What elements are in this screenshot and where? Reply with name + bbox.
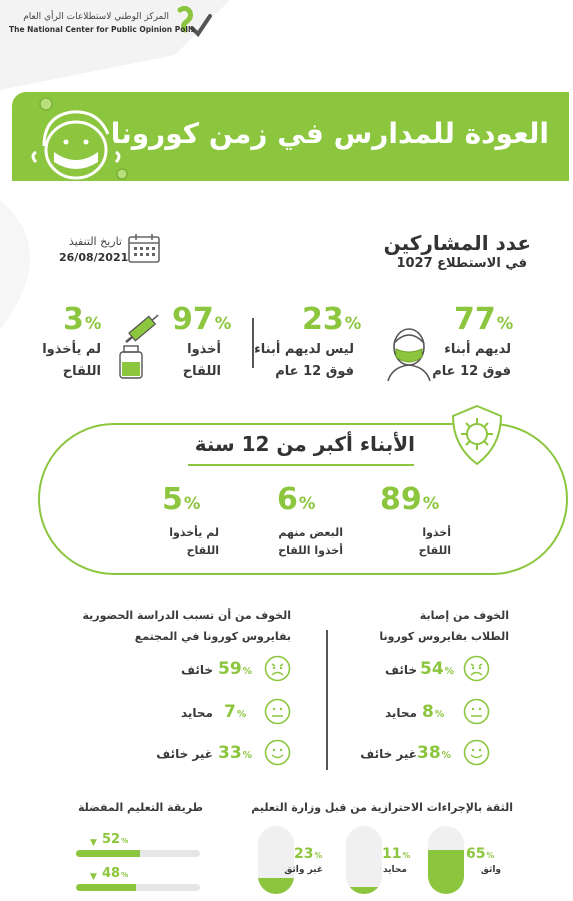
stat-vaccinated-line1: أخذوا bbox=[187, 342, 221, 357]
children-vaccinated-line1: أخذوا bbox=[422, 526, 451, 539]
trust-confident-value: 65% bbox=[466, 846, 495, 862]
neutral-face-icon bbox=[463, 698, 490, 725]
children-not-vaccinated-line2: اللقاح bbox=[186, 544, 219, 557]
fear-students-row3-label: غير خائف bbox=[360, 747, 417, 761]
fear-students-row1-value: 54% bbox=[420, 659, 455, 679]
children-box-underline bbox=[188, 464, 414, 466]
neutral-face-icon bbox=[264, 698, 291, 725]
trust-bar-not-confident bbox=[258, 826, 294, 894]
learning-bar-2 bbox=[76, 884, 200, 891]
stat-vaccinated-line2: اللقاح bbox=[182, 364, 221, 379]
children-some-vaccinated-line1: البعض منهم bbox=[278, 526, 343, 539]
stats-divider bbox=[252, 318, 254, 368]
fear-students-row2-label: محايد bbox=[384, 706, 417, 720]
fear-community-row3-label: غير خائف bbox=[156, 747, 213, 761]
fear-community-row2-label: محايد bbox=[180, 706, 213, 720]
children-not-vaccinated-value: 5% bbox=[162, 482, 201, 517]
fear-community-row1-value: 59% bbox=[218, 659, 253, 679]
stat-not-vaccinated-line2: اللقاح bbox=[62, 364, 101, 379]
learning-bar-1 bbox=[76, 850, 200, 857]
trust-bar-neutral bbox=[346, 826, 382, 894]
worried-face-icon bbox=[264, 655, 291, 682]
masked-person-icon bbox=[384, 325, 434, 381]
trust-confident-label: واثق bbox=[480, 865, 501, 875]
trust-bar-confident bbox=[428, 826, 464, 894]
learning-marker-1: ▼ bbox=[90, 838, 97, 848]
stat-has-children-value: 77% bbox=[454, 302, 514, 337]
fear-community-title-line1: الخوف من أن تسبب الدراسة الحضورية bbox=[82, 609, 291, 622]
stat-has-children-line1: لديهم أبناء bbox=[444, 342, 511, 357]
children-some-vaccinated-value: 6% bbox=[277, 482, 316, 517]
smiling-face-icon bbox=[463, 739, 490, 766]
org-name-en: The National Center for Public Opinion Polls bbox=[9, 25, 196, 34]
calendar-icon bbox=[127, 232, 161, 264]
learning-marker-2: ▼ bbox=[90, 872, 97, 882]
date-label: تاريخ التنفيذ bbox=[68, 235, 122, 248]
stat-no-children-line2: فوق 12 عام bbox=[275, 364, 354, 379]
stat-not-vaccinated-value: 3% bbox=[63, 302, 102, 337]
stat-not-vaccinated-line1: لم يأخذوا bbox=[42, 342, 101, 357]
fear-students-row2-value: 8% bbox=[422, 702, 445, 722]
worried-face-icon bbox=[463, 655, 490, 682]
stat-has-children-line2: فوق 12 عام bbox=[432, 364, 511, 379]
fear-community-row2-value: 7% bbox=[224, 702, 247, 722]
virus-shield-icon bbox=[448, 404, 506, 466]
learning-title: طريقة التعليم المفضلة bbox=[78, 801, 203, 814]
trust-not-confident-value: 23% bbox=[294, 846, 323, 862]
trust-not-confident-label: غير واثق bbox=[284, 865, 323, 875]
org-name-ar: المركز الوطني لاستطلاعات الرأي العام bbox=[23, 12, 169, 22]
fear-community-row3-value: 33% bbox=[218, 743, 253, 763]
stat-no-children-line1: ليس لديهم أبناء bbox=[254, 342, 354, 357]
children-not-vaccinated-line1: لم يأخذوا bbox=[169, 526, 219, 539]
fear-students-title-line2: الطلاب بفايروس كورونا bbox=[379, 630, 509, 643]
fear-community-row1-label: خائف bbox=[181, 663, 213, 677]
smiling-face-icon bbox=[264, 739, 291, 766]
trust-neutral-label: محايد bbox=[382, 865, 407, 875]
fear-students-title-line1: الخوف من إصابة bbox=[419, 609, 509, 622]
date-value: 26/08/2021 bbox=[59, 251, 129, 264]
logo bbox=[176, 6, 214, 40]
participants-label: عدد المشاركين bbox=[383, 231, 531, 255]
learning-value-2: 48% bbox=[102, 866, 129, 881]
page-title: العودة للمدارس في زمن كورونا bbox=[110, 117, 549, 150]
stat-vaccinated-value: 97% bbox=[172, 302, 232, 337]
trust-neutral-value: 11% bbox=[382, 846, 411, 862]
fear-students-row1-label: خائف bbox=[385, 663, 417, 677]
children-vaccinated-value: 89% bbox=[380, 482, 440, 517]
children-vaccinated-line2: اللقاح bbox=[418, 544, 451, 557]
stat-no-children-value: 23% bbox=[302, 302, 362, 337]
trust-title: الثقة بالإجراءات الاحترازية من قبل وزارة التعليم bbox=[251, 801, 513, 814]
children-some-vaccinated-line2: أخذوا اللقاح bbox=[278, 544, 343, 557]
fear-community-title-line2: بفايروس كورونا في المجتمع bbox=[134, 630, 291, 643]
vaccine-icon bbox=[112, 312, 162, 380]
learning-value-1: 52% bbox=[102, 832, 129, 847]
children-box-title: الأبناء أكبر من 12 سنة bbox=[194, 432, 415, 456]
fear-students-row3-value: 38% bbox=[417, 743, 452, 763]
participants-sub: في الاستطلاع 1027 bbox=[396, 256, 527, 271]
fear-divider bbox=[326, 630, 328, 770]
